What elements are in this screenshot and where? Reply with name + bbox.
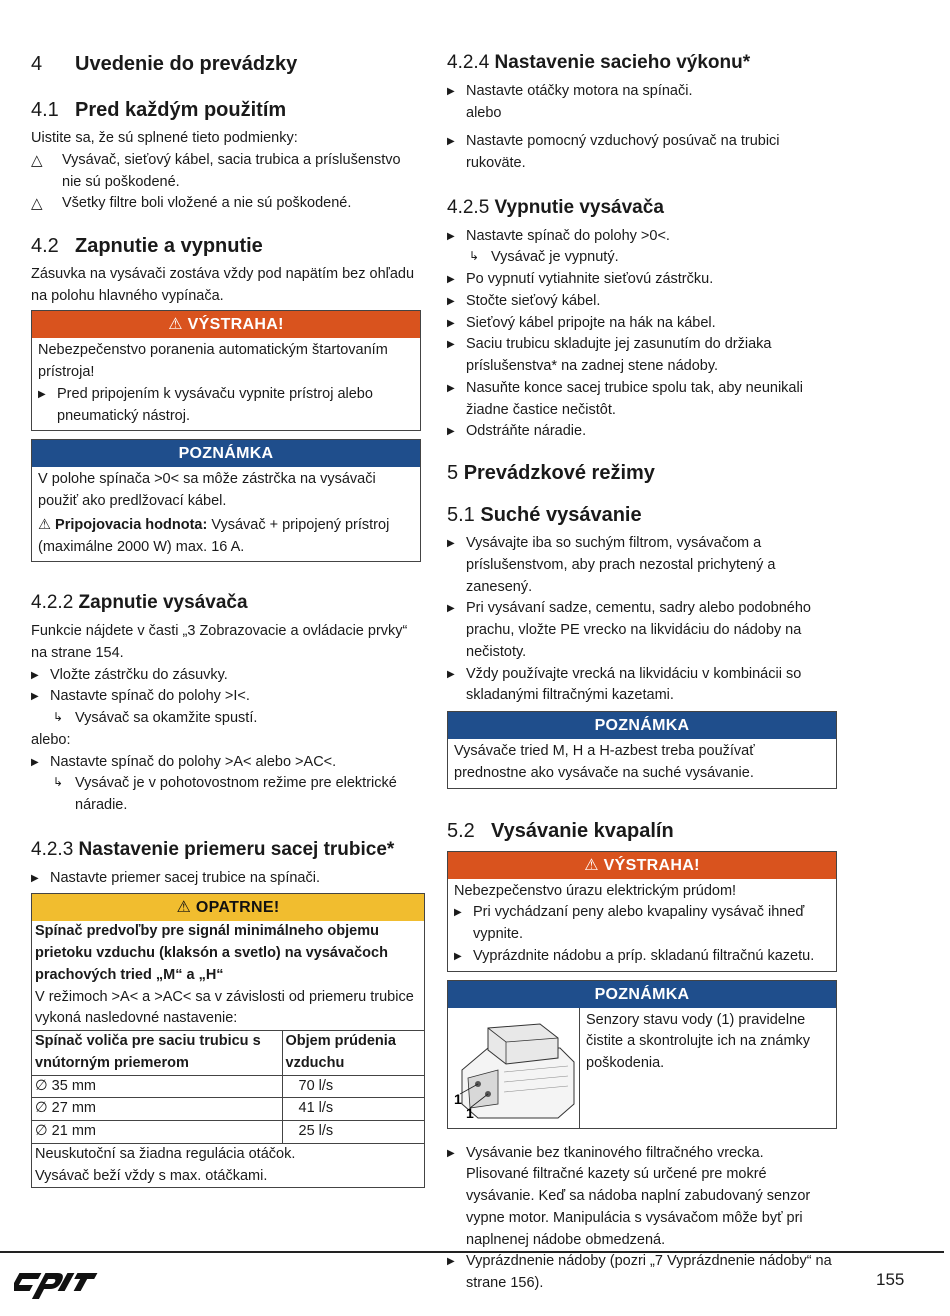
bullet-icon: ▶ (447, 230, 455, 242)
flow-table (32, 1030, 424, 1187)
list-item: ▶ Vysávanie bez tkaninového filtračného vrecka. (447, 1143, 837, 1165)
warning-heading: ⚠ VÝSTRAHA! (448, 852, 836, 879)
list-item: ▶ Vložte zástrčku do zásuvky. (31, 665, 421, 687)
table-cell: ∅ 21 mm (32, 1121, 282, 1144)
note-heading: POZNÁMKA (32, 440, 420, 467)
vacuum-illustration (448, 1008, 580, 1128)
bullet-icon: ▶ (447, 426, 455, 438)
table-cell: 70 l/s (282, 1075, 424, 1098)
note-box (31, 439, 421, 562)
list-item: ▶ Nastavte spínač do polohy >I<. (31, 686, 421, 708)
s422-intro: Funkcie nájdete v časti „3 Zobrazovacie a ovládacie prvky“ na strane 154. (31, 623, 408, 661)
list-item: ▶ Vždy používajte vrecká na likvidáciu v kombinácii so skladanými filtračnými kazetami. (447, 664, 837, 708)
heading-4-2-2: 4.2.2 Zapnutie vysávača (31, 592, 248, 614)
footer-rule (0, 1251, 944, 1253)
caution-text: V režimoch >A< a >AC< sa v závislosti od priemeru trubice vykoná nasledovné nastavenie: (35, 988, 414, 1027)
left-column (31, 52, 421, 1188)
table-row (32, 1121, 424, 1144)
callout-label: 1 (454, 1090, 462, 1107)
list-item: ▶ Odstráňte náradie. (447, 421, 837, 443)
note-text: Senzory stavu vody (1) pravidelne čistite a skontrolujte ich na známky poškodenia. (586, 1011, 811, 1072)
table-header-row (32, 1031, 424, 1076)
list-item: ▶ Po vypnutí vytiahnite sieťovú zástrčku. (447, 269, 837, 291)
heading-4-2-4: 4.2.4 Nastavenie sacieho výkonu* (447, 52, 751, 73)
bullet-icon: ▶ (447, 1256, 455, 1268)
bullet-icon: ▶ (31, 669, 39, 681)
list-item: ▶ Nastavte priemer sacej trubice na spínači. (31, 868, 421, 890)
result-arrow-icon: ↳ (469, 249, 480, 264)
warning-heading: ⚠ VÝSTRAHA! (32, 311, 420, 338)
table-cell: Neuskutoční sa žiadna regulácia otáčok. Vysávač beží vždy s max. otáčkami. (32, 1143, 424, 1187)
list-item: ▶ Nastavte spínač do polohy >0<. (447, 226, 837, 248)
vacuum-cleaner-icon (448, 1008, 580, 1128)
list-item: ▶ Sieťový kábel pripojte na hák na kábel. (447, 313, 837, 335)
s424-or: alebo (466, 104, 502, 121)
list-item: ▶ Nastavte pomocný vzduchový posúvač na trubici rukoväte. (447, 131, 837, 175)
note-text: Vysávače tried M, H a H-azbest treba používať prednostne ako vysávače na suché vysávanie. (454, 743, 755, 781)
table-cell: ∅ 35 mm (32, 1075, 282, 1098)
table-cell: ∅ 27 mm (32, 1098, 282, 1121)
heading-5: 5 Prevádzkové režimy (447, 462, 655, 485)
table-row (32, 1143, 424, 1187)
bullet-icon: ▶ (454, 950, 462, 962)
s422-or: alebo: (31, 731, 71, 748)
warning-box (447, 851, 837, 972)
note-connection-value: ⚠ Pripojovacia hodnota: Vysávač + pripojený prístroj (maximálne 2000 W) max. 16 A. (38, 516, 390, 555)
right-column (447, 52, 837, 1295)
heading-4-2-5: 4.2.5 Vypnutie vysávača (447, 196, 664, 218)
list-item: ▶ Stočte sieťový kábel. (447, 291, 837, 313)
callout-label: 1 (466, 1104, 474, 1121)
heading-4-2: 4.2 Zapnutie a vypnutie (31, 234, 263, 257)
bullet-icon: ▶ (447, 339, 455, 351)
bullet-icon: ▶ (447, 85, 455, 97)
bullet-icon: ▶ (447, 382, 455, 394)
list-item: ▶ Nastavte otáčky motora na spínači. (447, 81, 837, 103)
list-item: ▶ Nastavte spínač do polohy >A< alebo >AC<. (31, 752, 421, 774)
bullet-icon: ▶ (454, 907, 462, 919)
table-header-cell: Spínač voliča pre saciu trubicu s vnútorným priemerom (32, 1031, 282, 1076)
heading-4-1: 4.1 Pred každým použitím (31, 99, 287, 121)
result-arrow-icon: ↳ (53, 710, 64, 725)
caution-heading: ⚠ OPATRNE! (32, 894, 424, 921)
bullet-icon: ▶ (447, 538, 455, 550)
bullet-icon: ▶ (31, 691, 39, 703)
list-item: ▶ Pri vysávaní sadze, cementu, sadry alebo podobného prachu, vložte PE vrecko na likvidáciu do nádoby na nečistoty. (447, 598, 837, 663)
list-item: △ Vysávač, sieťový kábel, sacia trubica a príslušenstvo nie sú poškodené. (31, 150, 421, 194)
warning-text: Nebezpečenstvo úrazu elektrickým prúdom! (454, 882, 737, 899)
bullet-icon: ▶ (447, 136, 455, 148)
triangle-icon: △ (31, 195, 43, 213)
table-cell: 41 l/s (282, 1098, 424, 1121)
bullet-icon: ▶ (447, 1147, 455, 1159)
table-row (32, 1075, 424, 1098)
s42-intro: Zásuvka na vysávači zostáva vždy pod napätím bez ohľadu na polohu hlavného vypínača. (31, 265, 415, 304)
bullet-icon: ▶ (447, 317, 455, 329)
list-item: ▶ Pred pripojením k vysávaču vypnite prístroj alebo pneumatický nástroj. (38, 384, 414, 428)
result-item: ↳ Vysávač je vypnutý. (447, 247, 837, 269)
s41-intro: Uistite sa, že sú splnené tieto podmienky: (31, 130, 298, 146)
list-item: △ Všetky filtre boli vložené a nie sú poškodené. (31, 193, 421, 216)
bullet-icon: ▶ (447, 668, 455, 680)
bullet-icon: ▶ (31, 756, 39, 768)
list-item: ▶ Nasuňte konce sacej trubice spolu tak, aby neunikali žiadne častice nečistôt. (447, 378, 837, 422)
bullet-icon: ▶ (447, 274, 455, 286)
brand-logo-icon (14, 1261, 100, 1303)
result-arrow-icon: ↳ (53, 775, 64, 790)
triangle-icon: △ (31, 151, 43, 169)
heading-5-2: 5.2 Vysávanie kvapalín (447, 819, 674, 842)
s52-paragraph: Plisované filtračné kazety sú určené pre mokré vysávanie. Keď sa nádoba naplní zabudovaný senzor vypne motor. Manipulácia s vysávačom môže byť pri naplnenej nádobe obmedzená. (466, 1166, 811, 1248)
heading-5-1: 5.1 Suché vysávanie (447, 504, 642, 527)
heading-4: 4 Uvedenie do prevádzky (31, 53, 298, 75)
bullet-icon: ▶ (38, 388, 46, 400)
table-cell: 25 l/s (282, 1121, 424, 1144)
logo-text: spit (14, 1261, 16, 1262)
note-heading: POZNÁMKA (448, 712, 836, 739)
note-heading: POZNÁMKA (448, 981, 836, 1008)
note-box (447, 980, 837, 1129)
list-item: ▶ Vyprázdnite nádobu a príp. skladanú filtračnú kazetu. (454, 946, 830, 968)
caution-box (31, 893, 425, 1188)
list-item: ▶ Pri vychádzaní peny alebo kvapaliny vysávač ihneď vypnite. (454, 902, 830, 946)
caution-bold-text: Spínač predvoľby pre signál minimálneho objemu prietoku vzduchu (klaksón a svetlo) na vysávačoch prachových tried „M“ a „H“ (35, 923, 388, 983)
table-header-cell: Objem prúdenia vzduchu (282, 1031, 424, 1076)
heading-4-2-3: 4.2.3 Nastavenie priemeru sacej trubice* (31, 838, 395, 860)
bullet-icon: ▶ (447, 295, 455, 307)
result-item: ↳ Vysávač je v pohotovostnom režime pre elektrické náradie. (31, 773, 421, 817)
table-row (32, 1098, 424, 1121)
page-number: 155 (876, 1270, 905, 1289)
bullet-icon: ▶ (447, 603, 455, 615)
list-item: ▶ Vysávajte iba so suchým filtrom, vysávačom a príslušenstvom, aby prach nezostal prichytený a zanesený. (447, 533, 837, 598)
list-item: ▶ Saciu trubicu skladujte jej zasunutím do držiaka príslušenstva* na zadnej stene nádoby. (447, 334, 837, 378)
bullet-icon: ▶ (31, 872, 39, 884)
warning-box (31, 310, 421, 431)
list-item: ▶ Vyprázdnenie nádoby (pozri „7 Vyprázdnenie nádoby“ na strane 156). (447, 1251, 837, 1295)
note-text: V polohe spínača >0< sa môže zástrčka na vysávači použiť ako predlžovací kábel. (38, 471, 376, 509)
result-item: ↳ Vysávač sa okamžite spustí. (31, 708, 421, 730)
warning-text: Nebezpečenstvo poranenia automatickým štartovaním prístroja! (38, 342, 388, 380)
note-box (447, 711, 837, 789)
spit-logo (14, 1261, 100, 1311)
